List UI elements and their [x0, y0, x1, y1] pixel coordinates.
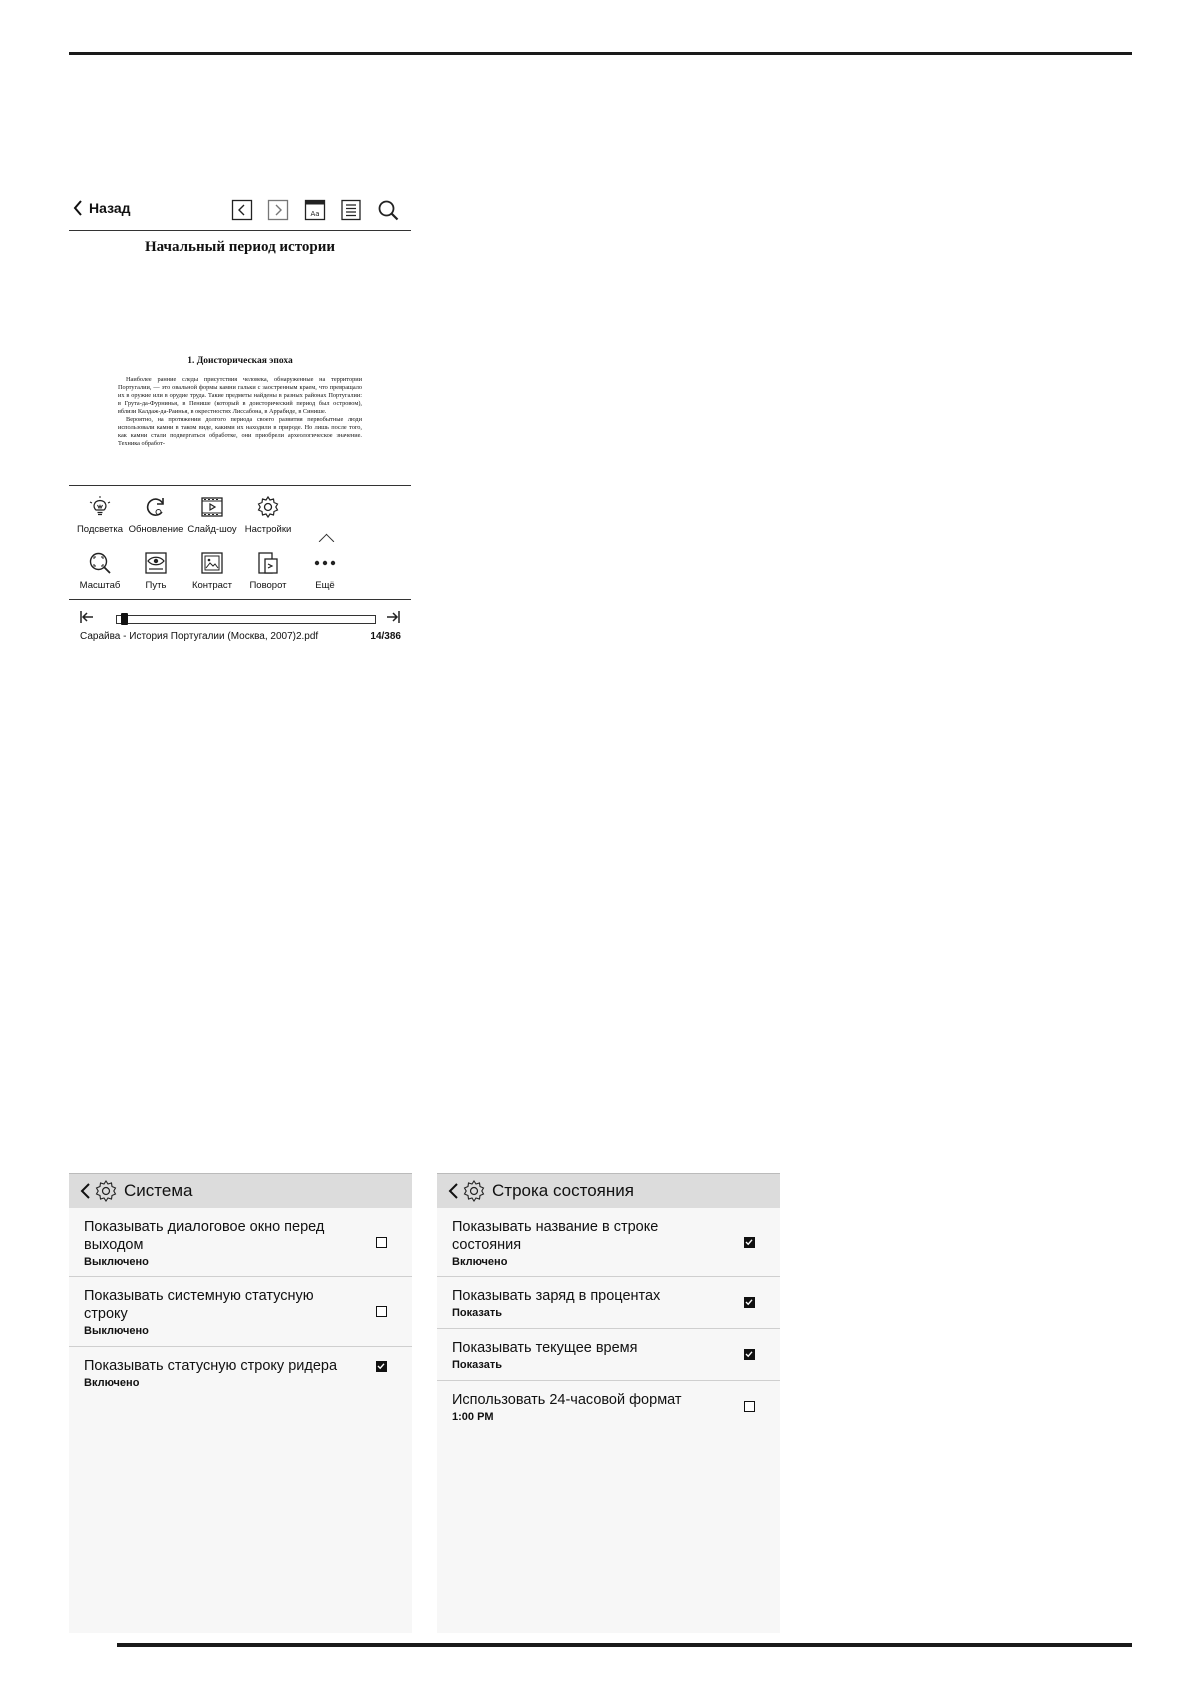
page-body-text	[118, 376, 362, 476]
reader-statusbar-checkbox[interactable]	[376, 1361, 387, 1372]
back-button[interactable]	[73, 200, 131, 216]
table-of-contents-icon[interactable]	[340, 199, 362, 221]
setting-title: Показывать текущее время	[452, 1340, 638, 1356]
progress-slider[interactable]	[116, 615, 376, 624]
setting-status: Выключено	[84, 1256, 149, 1268]
menu-label: Слайд-шоу	[187, 524, 237, 535]
more-button[interactable]	[296, 542, 354, 598]
chevron-left-icon[interactable]	[447, 1182, 459, 1200]
bottom-rule	[117, 1643, 1132, 1647]
contrast-icon	[200, 551, 224, 575]
setting-title: Использовать 24-часовой формат	[452, 1392, 682, 1408]
next-page-icon[interactable]	[267, 199, 289, 221]
body-paragraph: Наиболее ранние следы присутствия человека, обнаруженные на территории Португалии, — это овальной формы камни гальки с заостренным краем, что превращало их в оружие или в орудие труда. Такие предметы найдены в разных районах Португалии: в Грута-да-Фурнинья, в Пенише (который в доисторический период был островом), вблизи Калдаж-да-Раинья, в окрестностях Лиссабона, в Аррабиде, в Синише.	[118, 376, 362, 415]
chevron-left-icon[interactable]	[79, 1182, 91, 1200]
settings-button[interactable]	[239, 486, 297, 542]
rotate-icon	[256, 551, 280, 575]
chevron-left-icon	[73, 200, 83, 216]
setting-title: Показывать заряд в процентах	[452, 1288, 661, 1304]
system-settings-panel	[69, 1173, 412, 1633]
svg-text:Aa: Aa	[310, 210, 320, 218]
progress-slider-thumb[interactable]	[121, 613, 128, 625]
setting-title: Показывать системную статусную строку	[84, 1288, 314, 1322]
eye-path-icon	[144, 551, 168, 575]
search-icon[interactable]	[377, 199, 399, 221]
font-settings-icon[interactable]	[304, 199, 326, 221]
gear-icon	[256, 495, 280, 519]
exit-dialog-checkbox[interactable]	[376, 1237, 387, 1248]
checkmark-icon	[377, 1362, 385, 1370]
menu-label: Настройки	[244, 524, 292, 535]
page-progress	[69, 600, 411, 624]
page-indicator: 14/386	[370, 631, 401, 642]
panel-title: Строка состояния	[492, 1181, 634, 1200]
menu-label: Контраст	[191, 580, 233, 591]
menu-label: Масштаб	[79, 580, 121, 591]
menu-label: Ещё	[315, 580, 335, 591]
back-label: Назад	[89, 200, 131, 216]
setting-status: Показать	[452, 1307, 502, 1319]
panel-title: Система	[124, 1181, 193, 1200]
setting-status: Включено	[452, 1256, 508, 1268]
setting-status: Выключено	[84, 1325, 149, 1337]
jump-to-start-icon[interactable]	[79, 609, 95, 625]
quick-menu-row-1	[69, 485, 411, 543]
checkmark-icon	[745, 1298, 753, 1306]
menu-label: Путь	[145, 580, 167, 591]
zoom-icon	[88, 551, 112, 575]
panel-header	[437, 1173, 780, 1208]
setting-row-reader-statusbar[interactable]	[69, 1347, 412, 1397]
setting-status: Включено	[84, 1377, 140, 1389]
gear-icon	[462, 1179, 486, 1203]
more-icon	[313, 551, 337, 575]
file-name: Сарайва - История Португалии (Москва, 2007)2.pdf	[80, 631, 319, 642]
setting-status: 1:00 PM	[452, 1411, 494, 1423]
setting-title: Показывать статусную строку ридера	[84, 1358, 338, 1374]
quick-menu-row-2	[69, 542, 411, 600]
bulb-icon	[88, 495, 112, 519]
reader-screen	[69, 192, 411, 652]
checkmark-icon	[745, 1350, 753, 1358]
refresh-icon	[144, 495, 168, 519]
current-time-checkbox[interactable]	[744, 1349, 755, 1360]
setting-row-current-time[interactable]	[437, 1329, 780, 1381]
checkmark-icon	[745, 1238, 753, 1246]
setting-row-battery-percent[interactable]	[437, 1277, 780, 1329]
jump-to-end-icon[interactable]	[385, 609, 401, 625]
setting-row-system-statusbar[interactable]	[69, 1277, 412, 1347]
menu-label: Подсветка	[76, 524, 124, 535]
gear-icon	[94, 1179, 118, 1203]
show-title-checkbox[interactable]	[744, 1237, 755, 1248]
prev-page-icon[interactable]	[231, 199, 253, 221]
battery-percent-checkbox[interactable]	[744, 1297, 755, 1308]
setting-title: Показывать диалоговое окно перед выходом	[84, 1219, 325, 1253]
page-title: Начальный период истории	[144, 239, 336, 255]
setting-row-24h-format[interactable]	[437, 1381, 780, 1431]
menu-label: Поворот	[249, 580, 287, 591]
24h-format-checkbox[interactable]	[744, 1401, 755, 1412]
system-statusbar-checkbox[interactable]	[376, 1306, 387, 1317]
setting-status: Показать	[452, 1359, 502, 1371]
panel-header	[69, 1173, 412, 1208]
slideshow-icon	[200, 495, 224, 519]
setting-row-exit-dialog[interactable]	[69, 1208, 412, 1277]
body-paragraph: Вероятно, на протяжении долгого периода своего развития первобытные люди использовали камни в таком виде, какими их находили в природе. Но лишь после того, как камни стали подвергаться обработке, они приобрели археологическое значение. Техника обработ-	[118, 416, 362, 447]
setting-title: Показывать название в строке состояния	[452, 1219, 659, 1253]
menu-label: Обновление	[128, 524, 184, 535]
statusbar-settings-panel	[437, 1173, 780, 1633]
top-rule	[69, 52, 1132, 55]
section-title: 1. Доисторическая эпоха	[187, 356, 293, 366]
reader-toolbar	[69, 192, 411, 231]
setting-row-show-title[interactable]	[437, 1208, 780, 1277]
